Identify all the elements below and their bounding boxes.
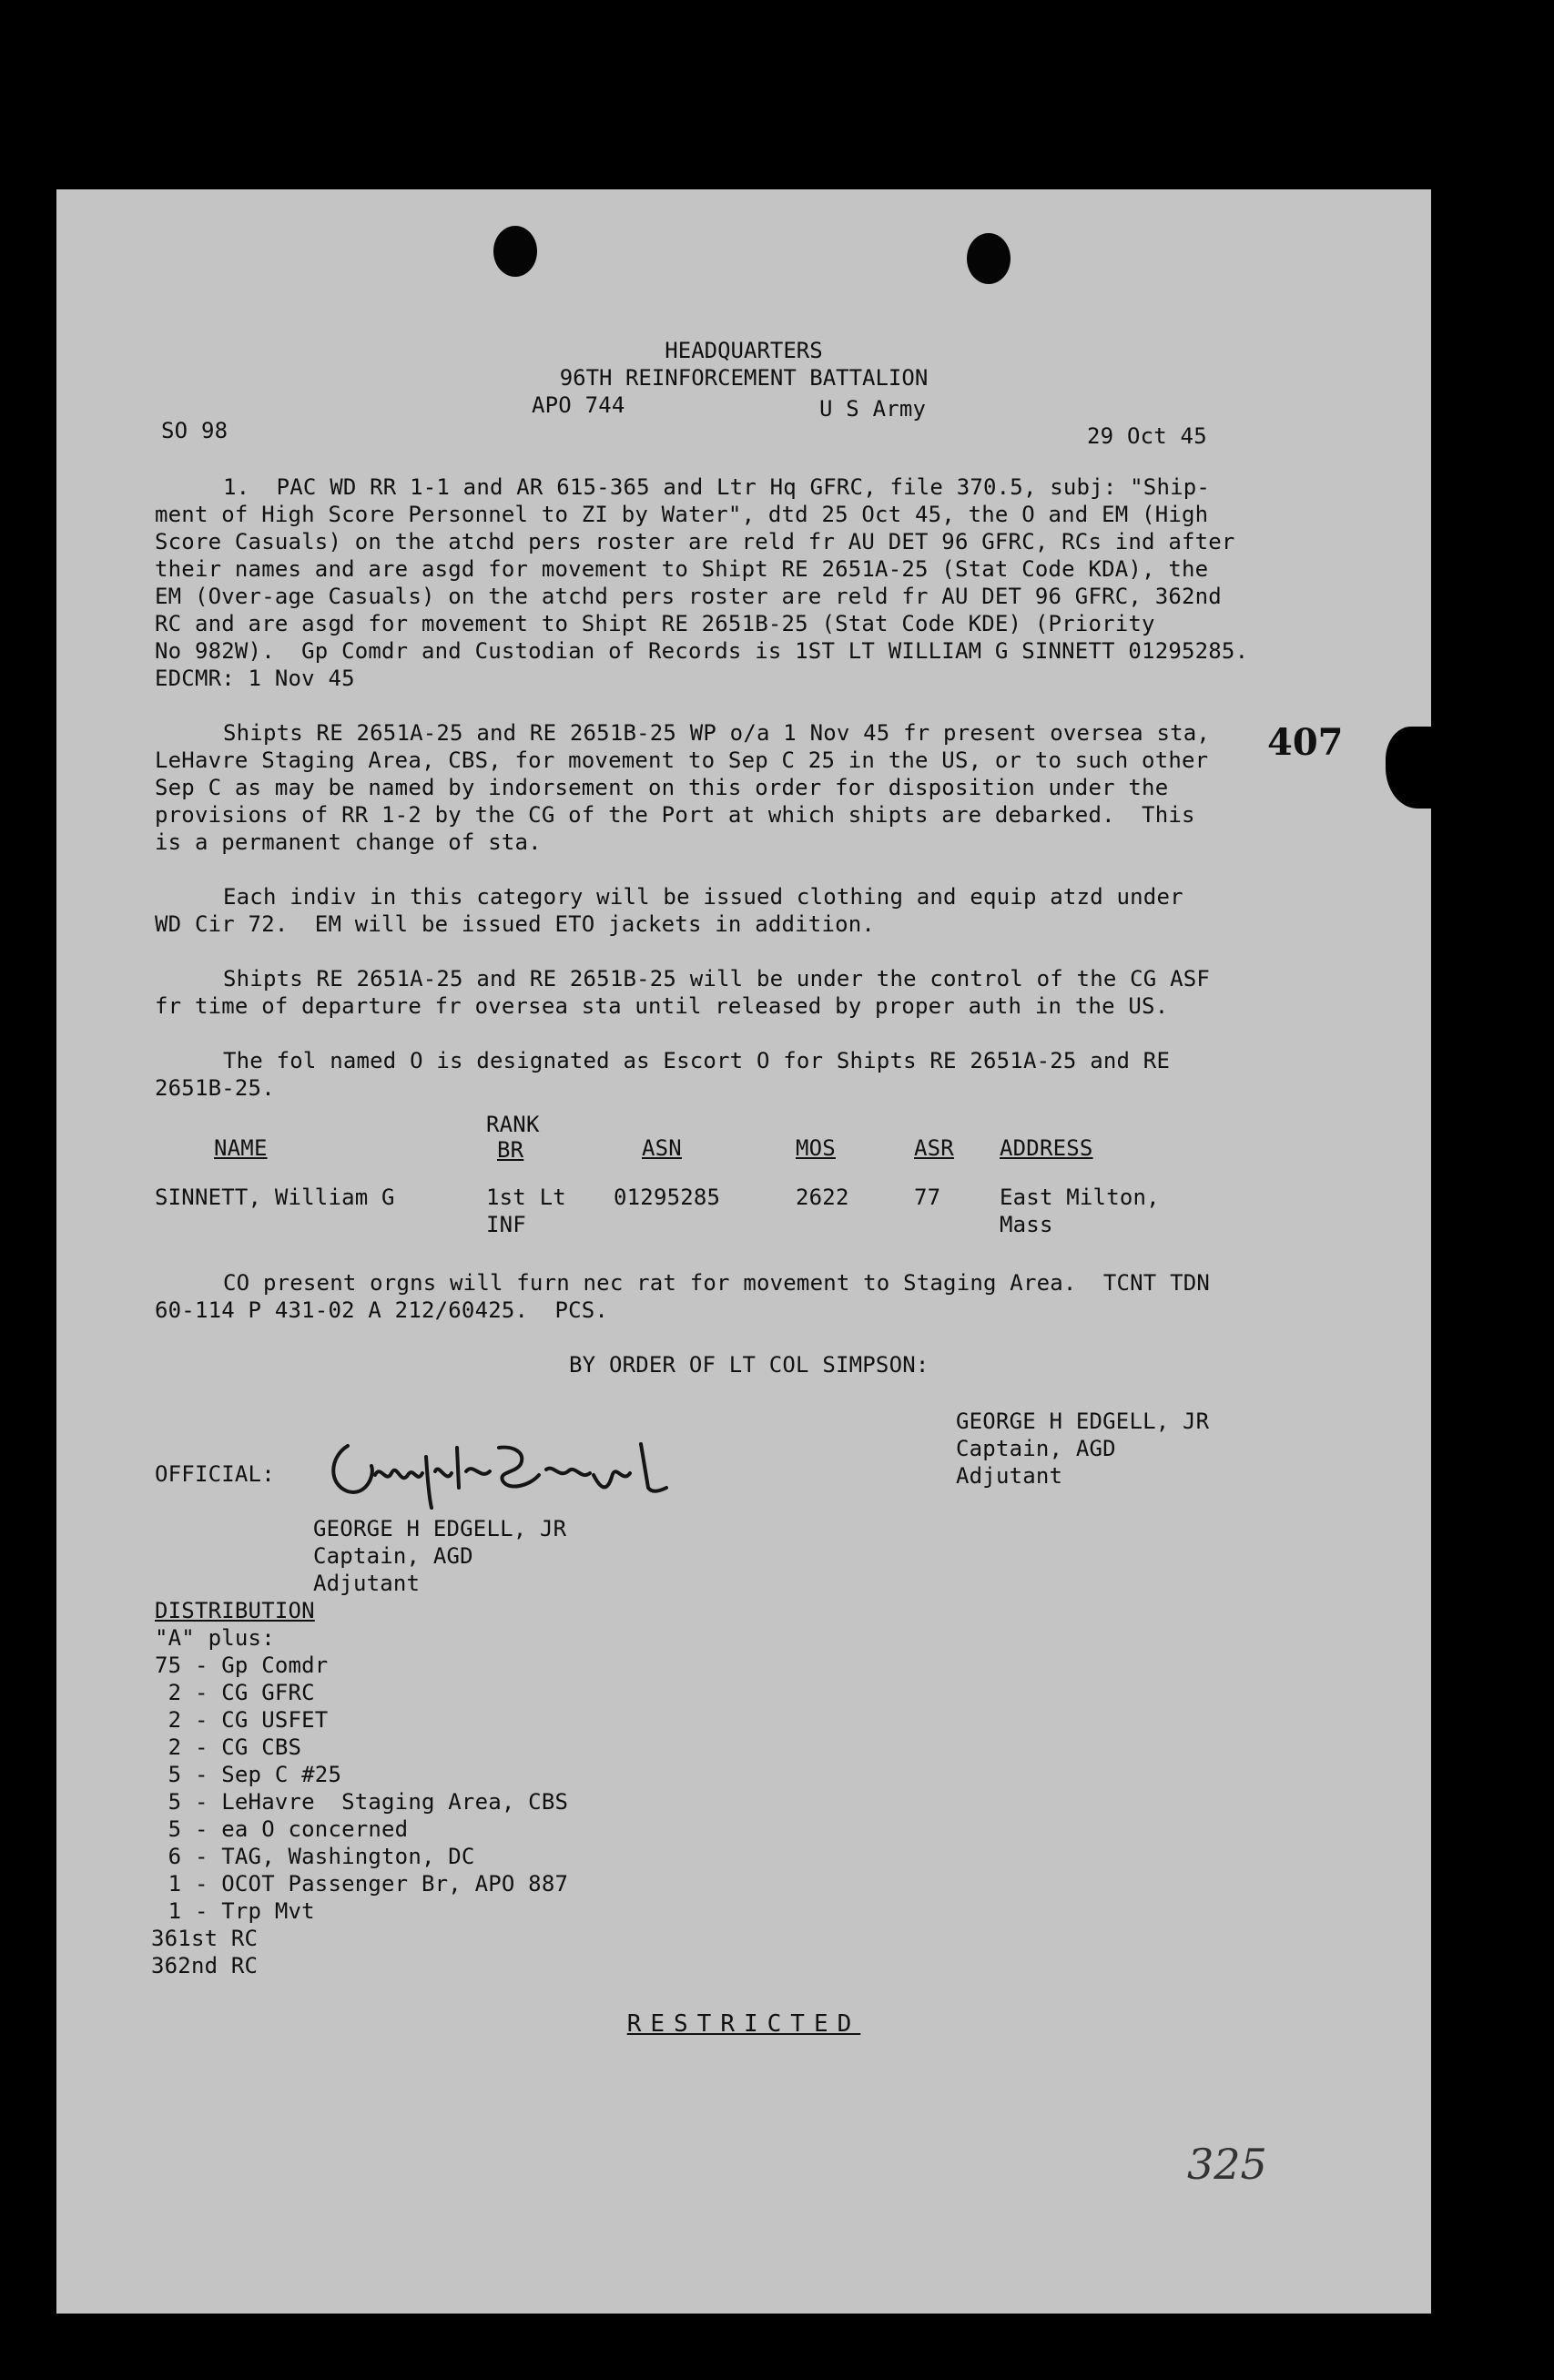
distribution-item: 75 - Gp Comdr bbox=[155, 1653, 329, 1678]
by-order-line: BY ORDER OF LT COL SIMPSON: bbox=[569, 1352, 929, 1378]
restricted-marking: RESTRICTED bbox=[626, 2010, 861, 2038]
distribution-item: 6 - TAG, Washington, DC bbox=[155, 1844, 475, 1869]
table-header-branch: BR bbox=[497, 1137, 524, 1163]
signer-left-title: Adjutant bbox=[313, 1571, 421, 1596]
table-cell-rank: 1st Lt bbox=[486, 1185, 566, 1210]
para2-line: Shipts RE 2651A-25 and RE 2651B-25 WP o/a 1 Nov 45 fr present oversea sta, bbox=[223, 720, 1211, 746]
table-cell-name: SINNETT, William G bbox=[155, 1185, 395, 1210]
para1-line: EM (Over-age Casuals) on the atchd pers roster are reld fr AU DET 96 GFRC, 362nd bbox=[155, 584, 1222, 609]
signer-left-name: GEORGE H EDGELL, JR bbox=[313, 1516, 567, 1541]
table-header-rank: RANK bbox=[486, 1112, 540, 1137]
distribution-item: 2 - CG CBS bbox=[155, 1734, 302, 1760]
para2-line: LeHavre Staging Area, CBS, for movement to Sep C 25 in the US, or to such other bbox=[155, 748, 1209, 773]
distribution-title: DISTRIBUTION bbox=[155, 1598, 315, 1623]
distribution-item: 5 - Sep C #25 bbox=[155, 1762, 342, 1787]
handwritten-page-number: 325 bbox=[1187, 2140, 1267, 2189]
official-label: OFFICIAL: bbox=[155, 1461, 275, 1487]
table-header-name: NAME bbox=[214, 1135, 268, 1161]
table-header-mos: MOS bbox=[796, 1135, 836, 1161]
para6-line: 60-114 P 431-02 A 212/60425. PCS. bbox=[155, 1297, 609, 1323]
distribution-item: 5 - ea O concerned bbox=[155, 1816, 409, 1842]
signer-right-title: Adjutant bbox=[956, 1463, 1063, 1489]
para5-line: 2651B-25. bbox=[155, 1075, 275, 1101]
punch-hole bbox=[493, 226, 537, 277]
header-line-2: 96TH REINFORCEMENT BATTALION bbox=[559, 365, 929, 391]
distribution-item: 2 - CG USFET bbox=[155, 1707, 329, 1733]
distribution-item: 362nd RC bbox=[151, 1953, 259, 1978]
distribution-item: 1 - Trp Mvt bbox=[155, 1898, 315, 1924]
order-date: 29 Oct 45 bbox=[1087, 423, 1207, 449]
para1-line: Score Casuals) on the atchd pers roster are reld fr AU DET 96 GFRC, RCs ind after bbox=[155, 529, 1235, 554]
order-number: SO 98 bbox=[161, 418, 229, 443]
header-apo: APO 744 bbox=[532, 392, 625, 418]
distribution-item: 361st RC bbox=[151, 1926, 259, 1951]
header-army: U S Army bbox=[819, 396, 927, 422]
para1-line: RC and are asgd for movement to Shipt RE 2651B-25 (Stat Code KDE) (Priority bbox=[155, 611, 1155, 636]
distribution-item: 2 - CG GFRC bbox=[155, 1680, 315, 1705]
page-tab-mark bbox=[1386, 727, 1431, 809]
table-cell-mos: 2622 bbox=[796, 1185, 849, 1210]
table-header-asr: ASR bbox=[914, 1135, 954, 1161]
para1-line: EDCMR: 1 Nov 45 bbox=[155, 666, 355, 691]
signer-right-rank: Captain, AGD bbox=[956, 1436, 1116, 1461]
signer-left-rank: Captain, AGD bbox=[313, 1543, 473, 1569]
para3-line: Each indiv in this category will be issued clothing and equip atzd under bbox=[223, 884, 1183, 910]
header-line-1: HEADQUARTERS bbox=[665, 338, 823, 363]
para3-line: WD Cir 72. EM will be issued ETO jackets in addition. bbox=[155, 911, 876, 937]
stamp-number: 407 bbox=[1267, 721, 1344, 764]
handwritten-signature bbox=[320, 1420, 721, 1511]
para4-line: fr time of departure fr oversea sta until released by proper auth in the US. bbox=[155, 993, 1169, 1019]
distribution-item: 5 - LeHavre Staging Area, CBS bbox=[155, 1789, 569, 1815]
table-cell-address: East Milton, bbox=[1000, 1185, 1160, 1210]
table-cell-branch: INF bbox=[486, 1212, 526, 1237]
para6-line: CO present orgns will furn nec rat for movement to Staging Area. TCNT TDN bbox=[223, 1270, 1211, 1296]
para4-line: Shipts RE 2651A-25 and RE 2651B-25 will be under the control of the CG ASF bbox=[223, 966, 1211, 992]
para2-line: provisions of RR 1-2 by the CG of the Port at which shipts are debarked. This bbox=[155, 802, 1195, 828]
para2-line: Sep C as may be named by indorsement on this order for disposition under the bbox=[155, 775, 1169, 800]
para5-line: The fol named O is designated as Escort O for Shipts RE 2651A-25 and RE bbox=[223, 1048, 1171, 1073]
para1-line: 1. PAC WD RR 1-1 and AR 615-365 and Ltr Hq GFRC, file 370.5, subj: "Ship- bbox=[223, 474, 1211, 500]
distribution-subtitle: "A" plus: bbox=[155, 1625, 275, 1651]
table-cell-asr: 77 bbox=[914, 1185, 941, 1210]
distribution-item: 1 - OCOT Passenger Br, APO 887 bbox=[155, 1871, 569, 1897]
punch-hole bbox=[967, 233, 1011, 284]
table-header-asn: ASN bbox=[642, 1135, 682, 1161]
table-cell-asn: 01295285 bbox=[614, 1185, 721, 1210]
table-header-address: ADDRESS bbox=[1000, 1135, 1093, 1161]
para2-line: is a permanent change of sta. bbox=[155, 829, 542, 855]
para1-line: No 982W). Gp Comdr and Custodian of Records is 1ST LT WILLIAM G SINNETT 01295285. bbox=[155, 638, 1249, 664]
para1-line: their names and are asgd for movement to Shipt RE 2651A-25 (Stat Code KDA), the bbox=[155, 556, 1209, 582]
table-cell-address: Mass bbox=[1000, 1212, 1053, 1237]
signer-right-name: GEORGE H EDGELL, JR bbox=[956, 1409, 1210, 1434]
document-page bbox=[56, 189, 1431, 2314]
para1-line: ment of High Score Personnel to ZI by Water", dtd 25 Oct 45, the O and EM (High bbox=[155, 502, 1209, 527]
